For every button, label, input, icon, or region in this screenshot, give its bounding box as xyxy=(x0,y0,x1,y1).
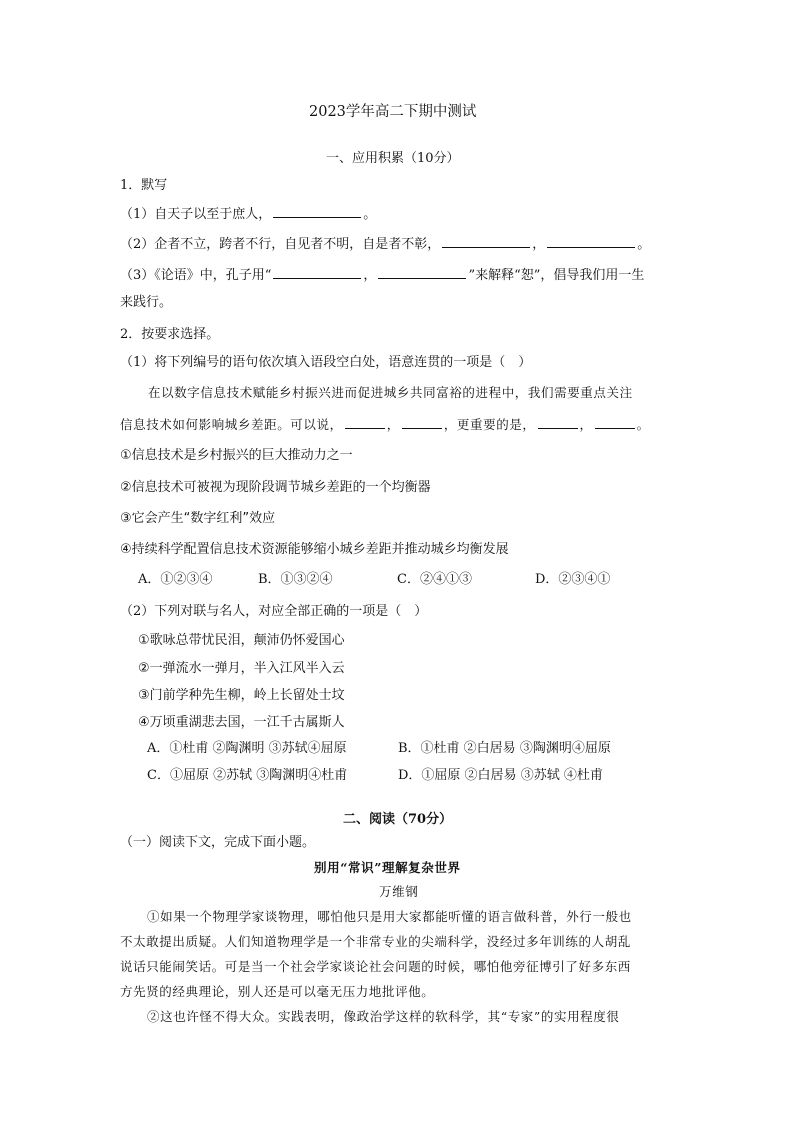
passage-sep: ， xyxy=(386,417,400,432)
q2-p1-option-a[interactable]: A．①②③④ xyxy=(138,572,213,587)
page-title: 2023学年高二下期中测试 xyxy=(309,104,477,120)
answer-blank[interactable] xyxy=(547,234,635,248)
article-line-1: ①如果一个物理学家谈物理，哪怕他只是用大家都能听懂的语言做科普，外行一般也 xyxy=(147,909,632,924)
q2-p1-passage-line2 xyxy=(120,415,650,434)
q1-sentence-1 xyxy=(120,204,376,224)
passage-end: 。 xyxy=(636,417,650,432)
q1-sentence-2 xyxy=(120,234,650,254)
q1-s1-text: （1）自天子以至于庶人， xyxy=(120,207,272,222)
q1-s2-text: （2）企者不立，跨者不行，自见者不明，自是者不彰， xyxy=(120,237,441,252)
q2-p2-option-b[interactable]: B．①杜甫 ②白居易 ③陶渊明④屈原 xyxy=(398,741,611,756)
q1-s1-end: 。 xyxy=(363,207,377,222)
q2-p2-stem: （2）下列对联与名人，对应全部正确的一项是（ ） xyxy=(120,604,428,619)
q2-p2-item-3: ③门前学种先生柳，岭上长留处士坟 xyxy=(138,688,345,703)
q1-s2-sep: ， xyxy=(532,237,546,252)
answer-blank[interactable] xyxy=(345,415,385,429)
article-line-5: ②这也许怪不得大众。实践表明，像政治学这样的软科学，其“专家”的实用程度很 xyxy=(147,1009,620,1024)
q2-p2-item-2: ②一弹流水一弹月，半入江风半入云 xyxy=(138,661,345,676)
passage-sep: ， xyxy=(579,417,593,432)
answer-blank[interactable] xyxy=(273,265,361,279)
article-line-4: 方先贤的经典理论，别人还是可以毫无压力地批评他。 xyxy=(120,984,435,999)
q2-p2-item-1: ①歌咏总带忧民泪，颠沛仍怀爱国心 xyxy=(138,633,345,648)
article-line-2: 不太敢提出质疑。人们知道物理学是一个非常专业的尖端科学，没经过多年训练的人胡乱 xyxy=(120,934,631,949)
passage-text: 信息技术如何影响城乡差距。可以说， xyxy=(120,417,343,432)
q2-p1-item-2: ②信息技术可被视为现阶段调节城乡差距的一个均衡器 xyxy=(120,480,431,495)
q1-sentence-3 xyxy=(120,265,644,285)
q2-p1-stem: （1）将下列编号的语句依次填入语段空白处，语意连贯的一项是（ ） xyxy=(120,355,532,370)
q1-s3-text: （3）《论语》中，孔子用“ xyxy=(120,268,272,283)
q1-s2-end: 。 xyxy=(637,237,651,252)
q1-label: 1．默写 xyxy=(120,178,168,193)
q2-p2-option-d[interactable]: D．①屈原 ②白居易 ③苏轼 ④杜甫 xyxy=(398,768,603,783)
answer-blank[interactable] xyxy=(378,265,466,279)
q2-p1-option-c[interactable]: C．②④①③ xyxy=(397,572,472,587)
section2-instruction: （一）阅读下文，完成下面小题。 xyxy=(120,835,316,850)
section1-heading: 一、应用积累（10分） xyxy=(326,151,460,166)
passage-mid: ，更重要的是， xyxy=(443,417,536,432)
answer-blank[interactable] xyxy=(538,415,578,429)
q1-s3-post: ”来解释“恕”，倡导我们用一生 xyxy=(468,268,645,283)
answer-blank[interactable] xyxy=(273,204,361,218)
answer-blank[interactable] xyxy=(402,415,442,429)
q2-p1-option-d[interactable]: D．②③④① xyxy=(535,572,611,587)
q2-p1-item-3: ③它会产生“数字红利”效应 xyxy=(120,511,276,526)
q2-p1-option-b[interactable]: B．①③②④ xyxy=(258,572,333,587)
q1-s3-sep: ， xyxy=(363,268,377,283)
article-title: 别用“常识”理解复杂世界 xyxy=(314,860,461,875)
q2-p1-item-4: ④持续科学配置信息技术资源能够缩小城乡差距并推动城乡均衡发展 xyxy=(120,542,509,557)
q2-p1-passage-line1: 在以数字信息技术赋能乡村振兴进而促进城乡共同富裕的进程中，我们需要重点关注 xyxy=(148,385,633,400)
q2-p2-item-4: ④万顷重湖悲去国，一江千古属斯人 xyxy=(138,715,345,730)
q2-p1-item-1: ①信息技术是乡村振兴的巨大推动力之一 xyxy=(120,448,353,463)
q2-label: 2．按要求选择。 xyxy=(120,327,220,342)
q2-p2-option-c[interactable]: C．①屈原 ②苏轼 ③陶渊明④杜甫 xyxy=(147,768,348,783)
article-author: 万维钢 xyxy=(379,884,419,899)
q2-p2-option-a[interactable]: A．①杜甫 ②陶渊明 ③苏轼④屈原 xyxy=(147,741,347,756)
article-line-3: 说话只能闹笑话。可是当一个社会学家谈论社会问题的时候，哪怕他旁征博引了好多东西 xyxy=(120,959,631,974)
answer-blank[interactable] xyxy=(595,415,635,429)
answer-blank[interactable] xyxy=(442,234,530,248)
section2-heading: 二、阅读（70分） xyxy=(343,812,453,827)
q1-s3-continuation: 来践行。 xyxy=(120,295,173,310)
